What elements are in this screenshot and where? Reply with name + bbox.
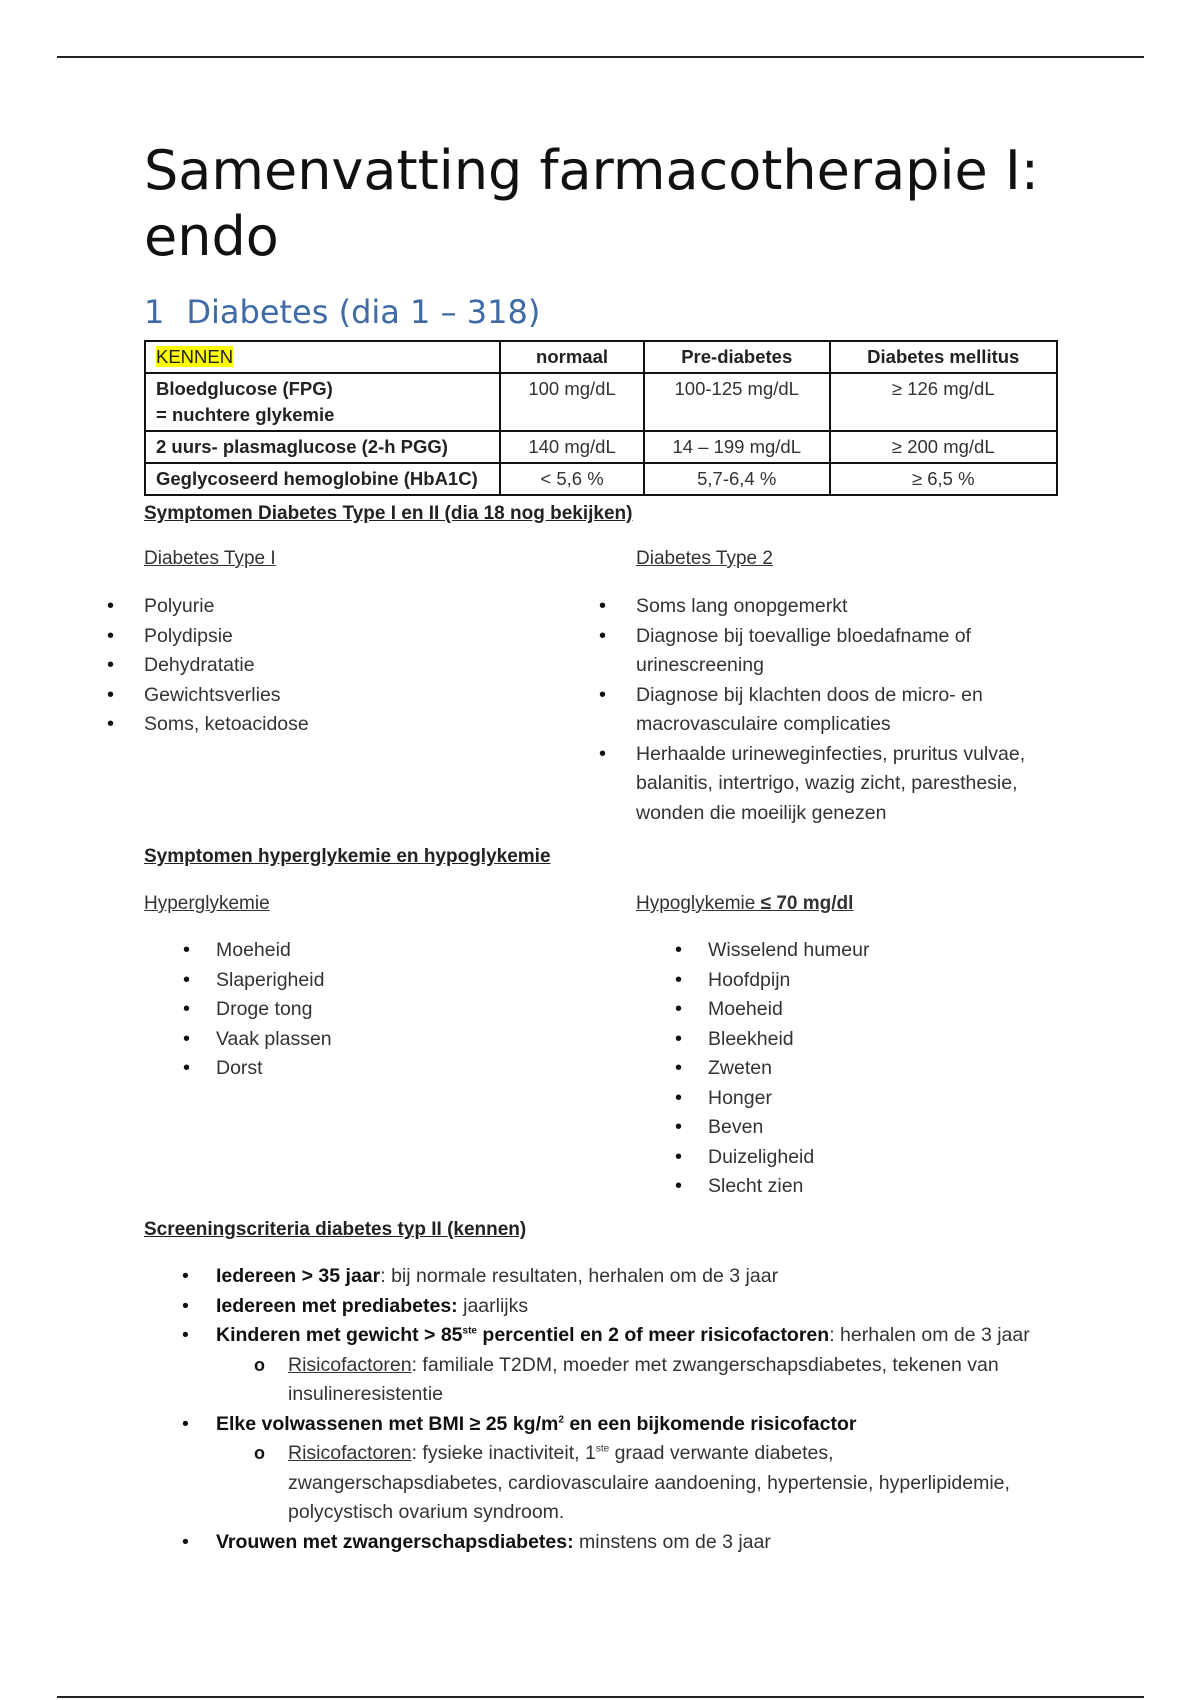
table-header-cell: Pre-diabetes bbox=[644, 341, 830, 373]
lab-values-table bbox=[144, 340, 1058, 496]
type2-list bbox=[636, 592, 1076, 828]
list-item: • Diagnose bij klachten doos de micro- en macrovasculaire complicaties bbox=[636, 681, 1076, 740]
list-item: • Vrouwen met zwangerschapsdiabetes: minstens om de 3 jaar bbox=[216, 1528, 1076, 1558]
table-header-cell: normaal bbox=[500, 341, 644, 373]
table-cell: ≥ 126 mg/dL bbox=[830, 373, 1057, 431]
list-item: • Slecht zien bbox=[708, 1172, 1068, 1202]
table-row-label: Bloedglucose (FPG) = nuchtere glykemie bbox=[145, 373, 500, 431]
table-cell: 5,7-6,4 % bbox=[644, 463, 830, 495]
table-cell: 140 mg/dL bbox=[500, 431, 644, 463]
bottom-rule bbox=[57, 1696, 1144, 1698]
type2-heading: Diabetes Type 2 bbox=[636, 548, 773, 569]
sub-list-item: o Risicofactoren: fysieke inactiviteit, 1ste graad verwante diabetes, zwangerschapsdiabetes, cardiovasculaire aandoening, hypertensie, hyperlipidemie, polycystisch ovarium syndroom. bbox=[288, 1439, 1076, 1528]
list-item: • Droge tong bbox=[216, 995, 576, 1025]
screening-list bbox=[216, 1262, 1076, 1557]
hypo-heading: Hypoglykemie ≤ 70 mg/dl bbox=[636, 893, 854, 914]
list-item: • Dehydratatie bbox=[144, 651, 564, 681]
list-item: • Soms lang onopgemerkt bbox=[636, 592, 1076, 622]
list-item: • Herhaalde urineweginfecties, pruritus vulvae, balanitis, intertrigo, wazig zicht, paresthesie, wonden die moeilijk genezen bbox=[636, 740, 1076, 829]
hyper-list bbox=[216, 936, 576, 1084]
table-row-label: 2 uurs- plasmaglucose (2-h PGG) bbox=[145, 431, 500, 463]
symptoms-types-title: Symptomen Diabetes Type I en II (dia 18 nog bekijken) bbox=[144, 503, 633, 524]
page-title: Samenvatting farmacotherapie I: endo bbox=[144, 139, 1039, 268]
hyper-heading: Hyperglykemie bbox=[144, 893, 270, 914]
list-item: • Moeheid bbox=[216, 936, 576, 966]
table-cell: ≥ 6,5 % bbox=[830, 463, 1057, 495]
list-item: • Iedereen > 35 jaar: bij normale resultaten, herhalen om de 3 jaar bbox=[216, 1262, 1076, 1292]
table-header-row bbox=[145, 341, 1057, 373]
section-heading bbox=[144, 292, 540, 332]
table-row bbox=[145, 373, 1057, 431]
sub-list-item: o Risicofactoren: familiale T2DM, moeder met zwangerschapsdiabetes, tekenen van insulineresistentie bbox=[288, 1351, 1076, 1410]
list-item: • Moeheid bbox=[708, 995, 1068, 1025]
table-row-label: Geglycoseerd hemoglobine (HbA1C) bbox=[145, 463, 500, 495]
list-item: • Soms, ketoacidose bbox=[144, 710, 564, 740]
list-item: • Polyurie bbox=[144, 592, 564, 622]
table-header-cell bbox=[145, 341, 500, 373]
list-item: • Elke volwassenen met BMI ≥ 25 $kg/m^2$ en een bijkomende risicofactor bbox=[216, 1410, 1076, 1440]
list-item: • Slaperigheid bbox=[216, 966, 576, 996]
list-item: • Vaak plassen bbox=[216, 1025, 576, 1055]
list-item: • Wisselend humeur bbox=[708, 936, 1068, 966]
top-rule bbox=[57, 56, 1144, 58]
type1-heading: Diabetes Type I bbox=[144, 548, 276, 569]
table-cell: ≥ 200 mg/dL bbox=[830, 431, 1057, 463]
list-item: • Iedereen met prediabetes: jaarlijks bbox=[216, 1292, 1076, 1322]
section-number: 1 bbox=[144, 293, 165, 331]
list-item: • Beven bbox=[708, 1113, 1068, 1143]
list-item: • Diagnose bij toevallige bloedafname of urinescreening bbox=[636, 622, 1076, 681]
table-cell: 100-125 mg/dL bbox=[644, 373, 830, 431]
list-item: • Bleekheid bbox=[708, 1025, 1068, 1055]
list-item: • Gewichtsverlies bbox=[144, 681, 564, 711]
table-row bbox=[145, 463, 1057, 495]
list-item: • Honger bbox=[708, 1084, 1068, 1114]
list-item: • Hoofdpijn bbox=[708, 966, 1068, 996]
glycemia-title: Symptomen hyperglykemie en hypoglykemie bbox=[144, 846, 551, 867]
screening-title: Screeningscriteria diabetes typ II (kennen) bbox=[144, 1219, 527, 1240]
type1-list bbox=[144, 592, 564, 740]
kennen-highlight: KENNEN bbox=[156, 346, 234, 367]
section-heading-text: Diabetes (dia 1 – 318) bbox=[186, 293, 541, 331]
table-cell: < 5,6 % bbox=[500, 463, 644, 495]
list-item: • Polydipsie bbox=[144, 622, 564, 652]
list-item: • Dorst bbox=[216, 1054, 576, 1084]
list-item: • Duizeligheid bbox=[708, 1143, 1068, 1173]
table-cell: 100 mg/dL bbox=[500, 373, 644, 431]
list-item: • Zweten bbox=[708, 1054, 1068, 1084]
list-item: • Kinderen met gewicht > 85ste percentiel en 2 of meer risicofactoren: herhalen om de 3 jaar bbox=[216, 1321, 1076, 1351]
table-row bbox=[145, 431, 1057, 463]
table-cell: 14 – 199 mg/dL bbox=[644, 431, 830, 463]
hypo-list bbox=[708, 936, 1068, 1202]
table-header-cell: Diabetes mellitus bbox=[830, 341, 1057, 373]
